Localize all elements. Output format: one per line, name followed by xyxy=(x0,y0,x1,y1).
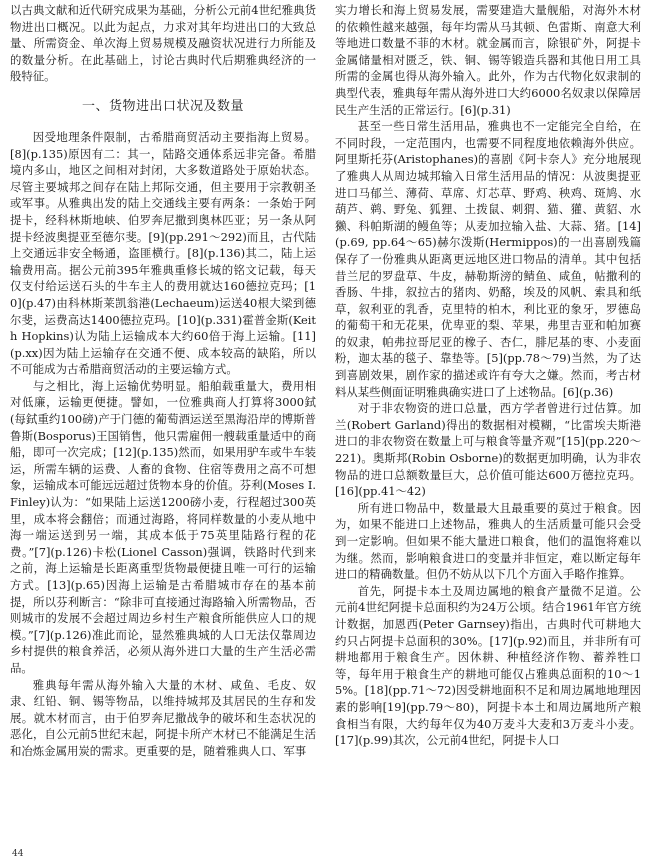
body-paragraph: 雅典每年需从海外输入大量的木材、咸鱼、毛皮、奴隶、红铅、铜、锡等物品，以维持城邦及其居民的生存和发展。就木材而言，由于伯罗奔尼撒战争的破坏和生态状况的恶化，自公元前5世纪末起，阿提卡所产木材已不能满足生活和冶炼金属用炭的需求。更重要的是，随着雅典人口、军事 xyxy=(10,677,316,758)
body-paragraph: 甚至一些日常生活用品，雅典也不一定能完全自给，在不同时段，一定范围内，也需要不同程度地依赖海外供应。阿里斯托芬(Aristophanes)的喜剧《阿卡奈人》充分地展现了雅典人从周边城邦输入日常生活用品的情况：从波奥提亚进口马郁兰、薄荷、草席、灯芯草、野鸡、秧鸡、斑鸠、水葫芦、鹈、野兔、狐狸、土拨鼠、刺猬、猫、獾、黄貂、水獭、科帕斯湖的鳗鱼等；从麦加拉输入盐、大蒜、猪。[14](p.69, pp.64～65)赫尔泼斯(Hermippos)的一出喜剧残篇保存了一份雅典从距离更远地区进口物品的清单。其中包括昔兰尼的罗盘草、牛皮，赫勒斯滂的鲭鱼、咸鱼，帖撒利的香肠、牛排，叙拉古的猪肉、奶酪，埃及的风帆、索具和纸草，叙利亚的乳香，克里特的柏木，利比亚的象牙，罗德岛的葡萄干和无花果，优卑亚的梨、苹果，弗里吉亚和帕加赛的奴隶，帕弗拉哥尼亚的橡子、杏仁，腓尼基的枣、小麦面粉，迦太基的毯子、靠垫等。[5](pp.78～79)当然，为了达到喜剧效果，剧作家的描述或许有夸大之嫌。然而，考古材料从某些侧面证明雅典确实进口了上述物品。[6](p.36) xyxy=(335,119,641,399)
two-column-body xyxy=(10,2,641,847)
right-column xyxy=(335,2,641,847)
body-paragraph: 实力增长和海上贸易发展，需要建造大量舰船，对海外木材的依赖性越来越强，每年均需从马其顿、色雷斯、南意大利等地进口数量不菲的木材。就金属而言，除银矿外，阿提卡金属储量相对匮乏，铁、铜、锡等锻造兵器和其他日用工具所需的金属也得从海外输入。此外，作为古代物化奴隶制的典型代表，雅典每年需从海外进口大约6000名奴隶以保障居民生产生活的正常运行。[6](p.31) xyxy=(335,3,641,117)
body-paragraph: 所有进口物品中，数量最大且最重要的莫过于粮食。因为，如果不能进口上述物品，雅典人的生活质量可能只会受到一定影响。但如果不能大量进口粮食，他们的温饱将难以为继。然而，影响粮食进口的变量并非恒定，难以断定每年进口的精确数量。但仍不妨从以下几个方面入手略作推算。 xyxy=(335,500,641,582)
body-paragraph: 与之相比，海上运输优势明显。船舶载重量大，费用相对低廉，运输更便捷。譬如，一位雅典商人打算将3000鉽(每鉽重约100磅)产于门德的葡萄酒运送至黑海沿岸的博斯普鲁斯(Bosporus)王国销售，他只需雇佣一艘载重量适中的商船，即可一次完成；[12](p.135)然而，如果用驴车或牛车装运，所需车辆的运费、人畜的食物、住宿等费用之高不可想象，运输成本可能远远超过货物本身的价值。芬利(Moses I. Finley)认为：“如果陆上运送1200磅小麦，行程超过300英里，成本将会翻倍；而通过海路，将同样数量的小麦从地中海一端运送到另一端，其成本低于75英里陆路行程的花费。”[7](p.126)卡松(Lionel Casson)强调，铁路时代到来之前，海上运输是长距离重型货物最便捷且唯一可行的运输方式。[13](p.65)因海上运输是古希腊城市存在的基本前提，所以芬利断言：“除非可直接通过海路输入所需物品，否则城市的发展不会超过周边乡村生产粮食所能供应人口的规模。”[7](p.126)准此而论，显然雅典城的人口无法仅靠周边乡村提供的粮食养活，必须从海外进口大量的生产生活必需品。 xyxy=(10,378,316,675)
intro-paragraph: 以古典文献和近代研究成果为基础，分析公元前4世纪雅典货物进出口概况。以此为起点，力求对其年均进出口的大致总量、所需资金、单次海上贸易规模及融资状况进行力所能及的数量分析。在此基础上，讨论古典时代后期雅典经济的一般特征。 xyxy=(10,3,316,84)
body-paragraph: 首先，阿提卡本土及周边属地的粮食产量微不足道。公元前4世纪阿提卡总面积约为24万公顷。结合1961年官方统计数据，加恩西(Peter Garnsey)指出，古典时代可耕地大约只占阿提卡总面积的30%。[17](p.92)而且，并非所有可耕地都用于粮食生产。因休耕、种植经济作物、蓄养牲口等，每年用于粮食生产的耕地可能仅占雅典总面积的10～15%。[18](pp.71～72)因受耕地面积不足和周边属地地理因素的影响[19](pp.79～80)，阿提卡本土和周边属地所产粮食相当有限，大约每年仅为40万麦斗大麦和3万麦斗小麦。[17](p.99)其次，公元前4世纪，阿提卡人口 xyxy=(335,583,641,748)
body-paragraph: 因受地理条件限制，古希腊商贸活动主要指海上贸易。[8](p.135)原因有二：其一，陆路交通体系远非完备。希腊境内多山，地区之间相对封闭，大多数道路处于原始状态。尽管主要城邦之间存在陆上邦际交通，但主要用于宗教朝圣或军事。从雅典出发的陆上交通线主要有两条：一条始于阿提卡，经科林斯地峡、伯罗奔尼撒到奥林匹亚；另一条从阿提卡经波奥提亚至德尔斐。[9](pp.291～292)而且，古代陆上交通远非安全畅通，盗匪横行。[8](p.136)其二，陆上运输费用高。据公元前395年雅典重修长城的铭文记载，每天仅支付给运送石头的牛车主人的费用就达160德拉克玛；[10](p.47)由科林斯莱凯翁港(Lechaeum)运送40根大梁到德尔斐，运费高达1400德拉克玛。[10](p.331)霍普金斯(Keith Hopkins)认为陆上运输成本大约60倍于海上运输。[11](p.xx)因为陆上运输存在交通不便、成本较高的缺陷，所以不可能成为古希腊商贸活动的主要运输方式。 xyxy=(10,129,316,377)
body-paragraph: 对于非农物资的进口总量，西方学者曾进行过估算。加兰(Robert Garland)得出的数据相对模糊，“比雷埃夫斯港进口的非农物资在数量上可与粮食等量齐观”[15](pp.220～221)。奥斯邦(Robin Osborne)的数据更加明确，认为非农物品的进口总额数量巨大，总价值可能达600万德拉克玛。[16](pp.41～42) xyxy=(335,401,641,499)
left-column xyxy=(10,2,316,847)
section-heading: 一、货物进出口状况及数量 xyxy=(81,98,244,114)
page-number: 44 xyxy=(12,849,24,859)
